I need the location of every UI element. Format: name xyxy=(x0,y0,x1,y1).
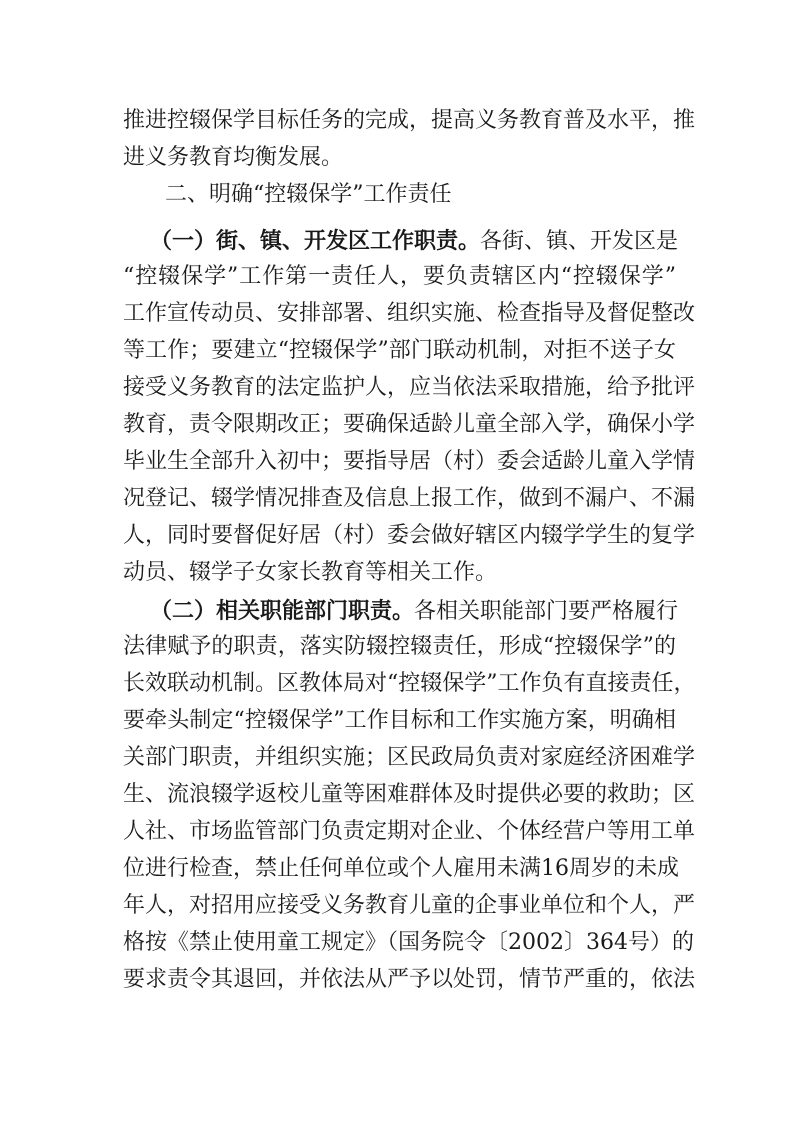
body-line: 格按《禁止使用童工规定》（国务院令〔2002〕364号）的 xyxy=(123,930,694,955)
body-line: 毕业生全部升入初中；要指导居（村）委会适龄儿童入学情 xyxy=(123,449,696,474)
body-line: 要求责令其退回，并依法从严予以处罚，情节严重的，依法 xyxy=(123,967,696,992)
paragraph-1-first-line xyxy=(150,226,679,256)
body-line: 进义务教育均衡发展。 xyxy=(123,145,344,170)
section-heading: 二、明确“控辍保学”工作责任 xyxy=(165,182,452,207)
body-text: 各街、镇、开发区是 xyxy=(480,229,679,254)
paragraph-2-first-line xyxy=(150,596,679,626)
body-line: 推进控辍保学目标任务的完成，提高义务教育普及水平，推 xyxy=(123,108,696,133)
body-line: 关部门职责，并组织实施；区民政局负责对家庭经济困难学 xyxy=(123,745,696,770)
body-line: “控辍保学”工作第一责任人，要负责辖区内“控辍保学” xyxy=(123,264,676,289)
body-line: 工作宣传动员、安排部署、组织实施、检查指导及督促整改 xyxy=(123,301,696,326)
body-line: 人社、市场监管部门负责定期对企业、个体经营户等用工单 xyxy=(123,819,696,844)
body-line: 法律赋予的职责，落实防辍控辍责任，形成“控辍保学”的 xyxy=(123,634,676,659)
body-line: 位进行检查，禁止任何单位或个人雇用未满16周岁的未成 xyxy=(123,856,679,881)
body-line: 年人，对招用应接受义务教育儿童的企事业单位和个人，严 xyxy=(123,893,696,918)
body-line: 长效联动机制。区教体局对“控辍保学”工作负有直接责任， xyxy=(123,671,696,696)
body-line: 要牵头制定“控辍保学”工作目标和工作实施方案，明确相 xyxy=(123,708,676,733)
body-line: 等工作；要建立“控辍保学”部门联动机制，对拒不送子女 xyxy=(123,338,676,363)
body-line: 接受义务教育的法定监护人，应当依法采取措施，给予批评 xyxy=(123,375,696,400)
body-text: 各相关职能部门要严格履行 xyxy=(414,599,679,624)
subsection-title: （一）街、镇、开发区工作职责。 xyxy=(150,228,481,254)
body-line: 况登记、辍学情况排查及信息上报工作，做到不漏户、不漏 xyxy=(123,486,696,511)
subsection-title: （二）相关职能部门职责。 xyxy=(150,598,415,624)
body-line: 生、流浪辍学返校儿童等困难群体及时提供必要的救助；区 xyxy=(123,782,696,807)
body-line: 动员、辍学子女家长教育等相关工作。 xyxy=(123,560,498,585)
body-line: 人，同时要督促好居（村）委会做好辖区内辍学学生的复学 xyxy=(123,523,696,548)
body-line: 教育，责令限期改正；要确保适龄儿童全部入学，确保小学 xyxy=(123,412,696,437)
